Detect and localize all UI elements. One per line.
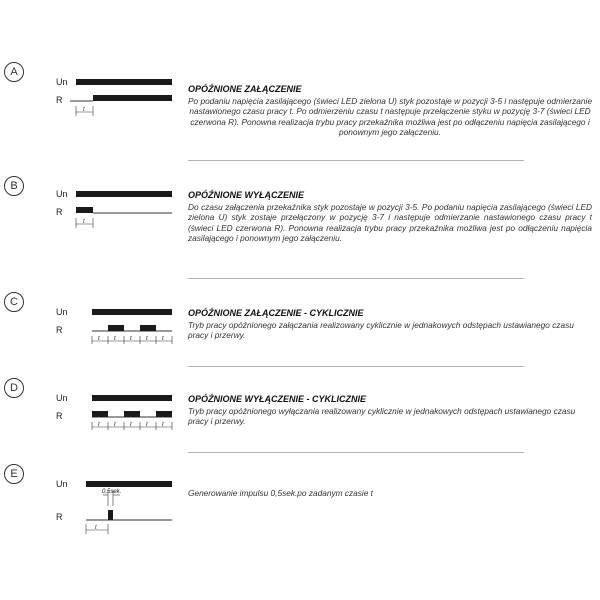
r-label: R (56, 512, 63, 522)
un-signal (76, 79, 172, 85)
separator (188, 160, 524, 161)
mode-description (188, 308, 592, 341)
r-signal (76, 207, 93, 213)
mode-letter: D (4, 378, 24, 398)
t-label: t (83, 107, 85, 113)
r-pulse (108, 325, 124, 331)
t-label: t (114, 336, 116, 342)
mode-description (188, 84, 592, 138)
mode-text: Do czasu załączenia przekaźnika styk pozostaje w pozycji 3-5. Po podaniu napięcia zasilającego (świeci LED zielona U) styk zostaje przełączony w pozycję 3-7 i następuje odmierzanie nastawionego czasu pracy t (świeci LED czerwona R). Ponowna realizacja trybu pracy przekaźnika możliwa jest po odłączeniu napięcia zasilającego i ponownym jego załączeniu. (188, 201, 592, 244)
un-label: Un (56, 307, 68, 317)
mode-letter: E (4, 464, 24, 484)
timing-diagram-b (56, 188, 172, 241)
un-signal (92, 395, 172, 401)
timing-diagram-e (56, 478, 172, 545)
r-signal (93, 95, 172, 101)
un-signal (92, 309, 172, 315)
r-label: R (56, 207, 63, 217)
t-label: t (146, 336, 148, 342)
un-label: Un (56, 77, 68, 87)
t-label: t (114, 422, 116, 428)
t-label: t (162, 336, 164, 342)
separator (188, 366, 524, 367)
t-label: t (83, 219, 85, 225)
un-label: Un (56, 393, 68, 403)
mode-description (188, 190, 592, 244)
mode-text: Po podaniu napięcia zasilającego (świeci LED zielona U) styk pozostaje w pozycji 3-5 i następuje odmierzanie nastawionego czasu pracy t. Po odmierzeniu czasu t następuje przełączenie styku w pozycję 3-7 (świeci LED czerwona R). Ponowna realizacja trybu pracy przekaźnika możliwa jest po odłączeniu napięcia zasilającego i ponownym jego załączeniu. (188, 95, 592, 138)
separator (188, 278, 524, 279)
r-pulse (92, 411, 108, 417)
timing-diagram-d (56, 392, 172, 439)
r-label: R (56, 411, 63, 421)
pulse-label: 0,5sek. (102, 489, 122, 495)
t-label: t (98, 336, 100, 342)
timing-diagram-a (56, 76, 172, 129)
r-pulse (140, 325, 156, 331)
t-label: t (98, 422, 100, 428)
mode-letter: C (4, 292, 24, 312)
r-label: R (56, 325, 63, 335)
mode-letter: B (4, 176, 24, 196)
r-pulse (156, 411, 172, 417)
r-pulse (124, 411, 140, 417)
mode-text: Generowanie impulsu 0,5sek.po zadanym czasie t (188, 488, 373, 498)
un-signal (86, 481, 172, 487)
mode-title: OPÓŹNIONE WYŁĄCZENIE - CYKLICZNIE (188, 394, 367, 404)
un-label: Un (56, 189, 68, 199)
mode-text: Tryb pracy opóźnionego załączania realizowany cyklicznie w jednakowych odstępach ustawianego czasu pracy i przerwy. (188, 319, 574, 341)
mode-description (188, 394, 592, 427)
un-signal (76, 191, 172, 197)
mode-title: OPÓŹNIONE ZAŁĄCZENIE - CYKLICZNIE (188, 308, 364, 318)
mode-text: Tryb pracy opóźnionego wyłączania realizowany cyklicznie w jednakowych odstępach ustawianego czasu pracy i przerwy. (188, 405, 576, 427)
mode-title: OPÓŹNIONE ZAŁĄCZENIE (188, 84, 302, 94)
t-label: t (146, 422, 148, 428)
t-label: t (130, 422, 132, 428)
mode-description (188, 488, 592, 499)
t-label: t (95, 525, 97, 531)
timing-diagram-c (56, 306, 172, 353)
r-label: R (56, 95, 63, 105)
t-label: t (162, 422, 164, 428)
t-label: t (130, 336, 132, 342)
r-pulse (108, 510, 113, 520)
un-label: Un (56, 479, 68, 489)
separator (188, 452, 524, 453)
mode-title: OPÓŹNIONE WYŁĄCZENIE (188, 190, 305, 200)
mode-letter: A (4, 62, 24, 82)
